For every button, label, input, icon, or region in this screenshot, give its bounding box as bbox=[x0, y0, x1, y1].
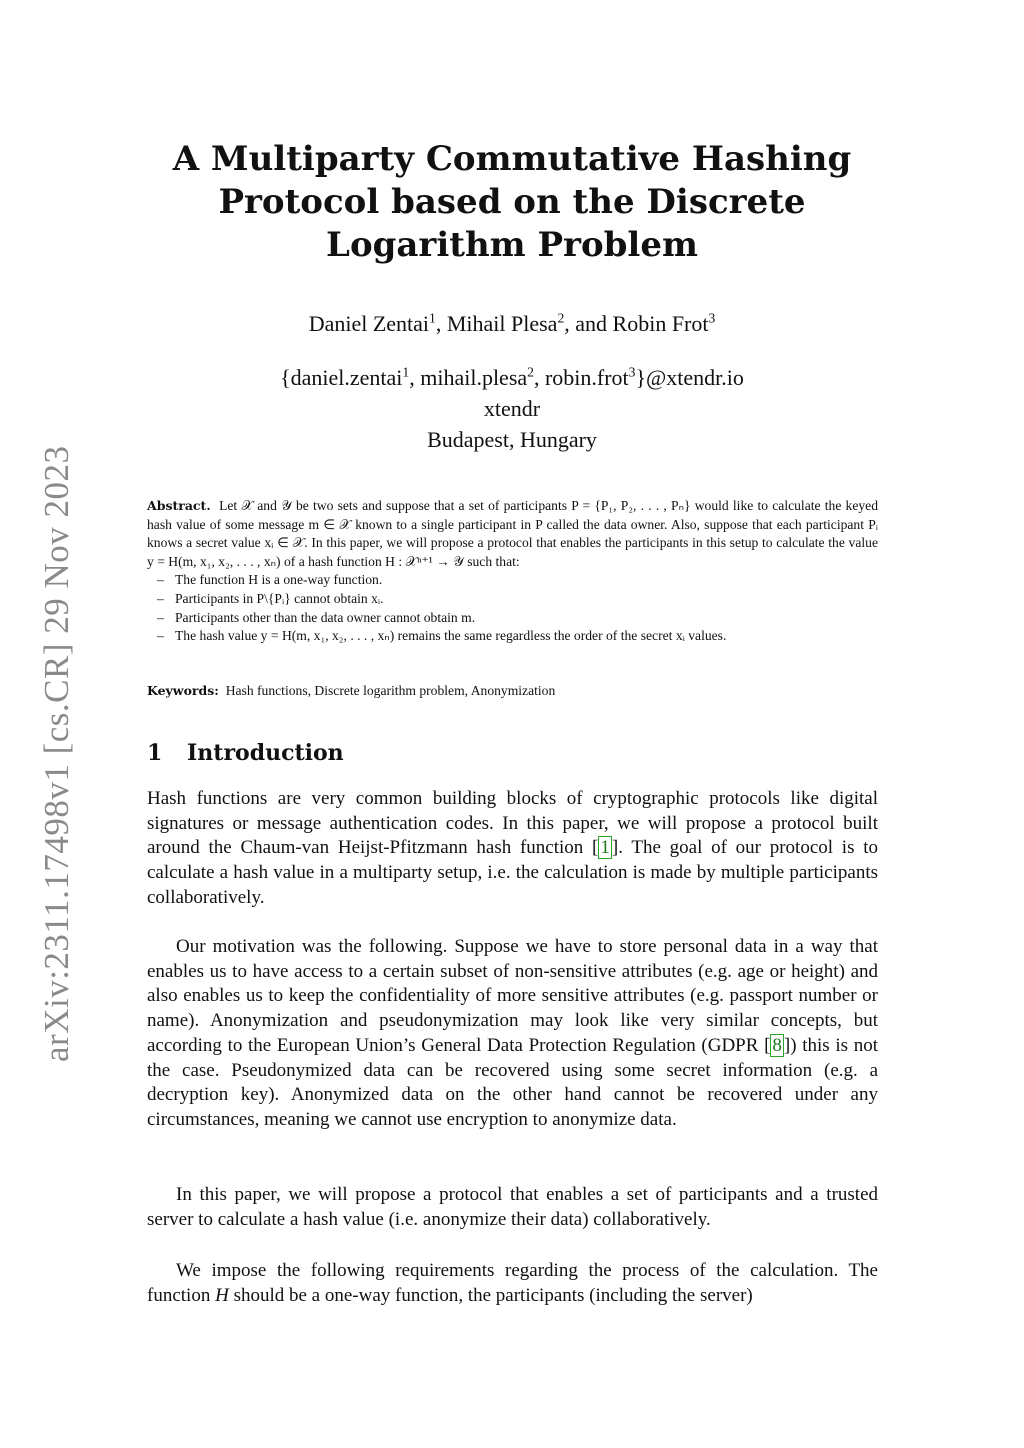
section-heading bbox=[147, 739, 878, 767]
list-item: – Participants other than the data owner cannot obtain m. bbox=[157, 609, 476, 625]
paragraph-text: . The goal of our protocol is to calculate a hash value in a multiparty setup, i.e. the calculation is made by multiple participants collaboratively. bbox=[147, 837, 878, 908]
list-item-text: Participants in P\{Pᵢ} cannot obtain xᵢ. bbox=[175, 590, 384, 606]
organization: xtendr bbox=[483, 396, 541, 421]
email-affiliation-mark: 1 bbox=[402, 364, 410, 380]
abstract-text: Let 𝒳 and 𝒴 be two sets and suppose that a set of participants P = {P₁, P₂, . . . , Pₙ} would like to calculate the keyed hash value of some message m ∈ 𝒳 known to a single participant in P called the data owner. Also, suppose that each participant Pᵢ knows a secret value xᵢ ∈ 𝒳. In this paper, we will propose a protocol that enables the participants in this setup to calculate the value y = H(m, x₁, x₂, . . . , xₙ) of a hash function H : 𝒳ⁿ⁺¹ → 𝒴 such that: bbox=[147, 498, 879, 569]
location: Budapest, Hungary bbox=[427, 427, 597, 452]
email-line: {daniel.zentai$^1$, mihail.plesa$^2$, robin.frot$^3$}@xtendr.io bbox=[280, 364, 744, 390]
list-item-text: Participants other than the data owner cannot obtain m. bbox=[175, 609, 476, 625]
email-part: robin.frot bbox=[544, 365, 629, 390]
arxiv-sidebar-stamp: arXiv:2311.17498v1 [cs.CR] 29 Nov 2023 bbox=[37, 445, 76, 1062]
email-domain: }@xtendr.io bbox=[635, 365, 744, 390]
affiliation-block bbox=[150, 362, 874, 455]
list-item-text: The hash value y = H(m, x₁, x₂, . . . , xₙ) remains the same regardless the order of the secret xᵢ values. bbox=[175, 628, 727, 644]
email-part: {daniel.zentai bbox=[280, 365, 403, 390]
title-line: Protocol based on the Discrete bbox=[218, 182, 806, 222]
abstract-body bbox=[147, 497, 878, 571]
list-item: – The function H is a one-way function. bbox=[157, 572, 383, 588]
paragraph-text: ) this is not the case. Pseudonymized data can be recovered using some secret information (e.g. a decryption key). Anonymized data on the other hand cannot be recovered under any circumstances, meaning we cannot use encryption to anonymize data. bbox=[147, 1034, 879, 1130]
author-affiliation-mark: 2 bbox=[557, 310, 565, 326]
paragraph bbox=[147, 1183, 878, 1232]
paper-title bbox=[150, 138, 874, 267]
paragraph-text: Our motivation was the following. Suppose we have to store personal data in a way that enables us to have access to a certain subset of non-sensitive attributes (e.g. age or height) and also enables us to keep the confidentiality of more sensitive attributes (e.g. passport number or name). Anonymization and pseudonymization may look like very similar concepts, but according to the European Union’s General Data Protection Regulation (GDPR bbox=[147, 936, 878, 1056]
paragraph-text: In this paper, we will propose a protocol that enables a set of participants and a trusted server to calculate a hash value (i.e. anonymize their data) collaboratively. bbox=[147, 1184, 878, 1230]
keywords-label: Keywords: bbox=[147, 683, 219, 698]
list-item-text: The function H is a one-way function. bbox=[175, 572, 383, 588]
email-affiliation-mark: 2 bbox=[527, 364, 534, 380]
paragraph-text: Hash functions are very common building blocks of cryptographic protocols like digital signatures or message authentication codes. In this paper, we will propose a protocol built around the Chaum-van Heijst-Pfitzmann hash function bbox=[147, 788, 878, 859]
author-name: Daniel Zentai bbox=[308, 311, 430, 336]
list-item: – The hash value y = H(m, x₁, x₂, . . . , xₙ) remains the same regardless the order of the secret xᵢ values. bbox=[157, 628, 727, 644]
list-item: – Participants in P\{Pᵢ} cannot obtain xᵢ. bbox=[157, 590, 384, 606]
author-name: Robin Frot bbox=[612, 311, 709, 336]
author-name: Mihail Plesa bbox=[446, 311, 558, 336]
email-part: mihail.plesa bbox=[420, 365, 528, 390]
paragraph bbox=[147, 1259, 878, 1308]
title-line: A Multiparty Commutative Hashing bbox=[172, 139, 852, 179]
paragraph-text: should be a one-way function, the participants (including the server) bbox=[228, 1284, 753, 1306]
abstract-requirements-list bbox=[147, 571, 878, 645]
author-affiliation-mark: 3 bbox=[708, 310, 716, 326]
author-list: Daniel Zentai$^1$, Mihail Plesa$^2$, and Robin Frot$^3$ bbox=[308, 310, 716, 336]
paragraph: Our motivation was the following. Suppose we have to store personal data in a way that enables us to have access to a certain subset of non-sensitive attributes (e.g. age or height) and also enables us to keep the confidentiality of more sensitive attributes (e.g. passport number or name). Anonymization and pseudonymization may look like very similar concepts, but according to the European Union’s General Data Protection Regulation (GDPR [ 8 ]) this is not the case. Pseudonymized data can be recovered using some secret information (e.g. a decryption key). Anonymized data on the other hand cannot be recovered under any circumstances, meaning we cannot use encryption to anonymize data. bbox=[147, 936, 879, 1130]
author-affiliation-mark: 1 bbox=[429, 310, 436, 326]
math-variable: H bbox=[215, 1284, 229, 1306]
email-affiliation-mark: 3 bbox=[628, 364, 636, 380]
abstract-label: Abstract. bbox=[147, 498, 211, 513]
section-number: 1 bbox=[147, 740, 163, 766]
citation-link[interactable]: 1 bbox=[600, 837, 610, 859]
abstract bbox=[147, 497, 878, 646]
title-line: Logarithm Problem bbox=[326, 225, 698, 265]
citation-link[interactable]: 8 bbox=[772, 1034, 782, 1056]
keywords-text: Hash functions, Discrete logarithm problem, Anonymization bbox=[225, 683, 556, 698]
paragraph-text: We impose the following requirements regarding the process of the calculation. The function bbox=[147, 1260, 878, 1306]
section-title: Introduction bbox=[187, 740, 344, 766]
keywords bbox=[147, 682, 878, 700]
paragraph: Hash functions are very common building blocks of cryptographic protocols like digital signatures or message authentication codes. In this paper, we will propose a protocol built around the Chaum-van Heijst-Pfitzmann hash function [ 1 ]. The goal of our protocol is to calculate a hash value in a multiparty setup, i.e. the calculation is made by multiple participants collaboratively. bbox=[147, 788, 878, 908]
